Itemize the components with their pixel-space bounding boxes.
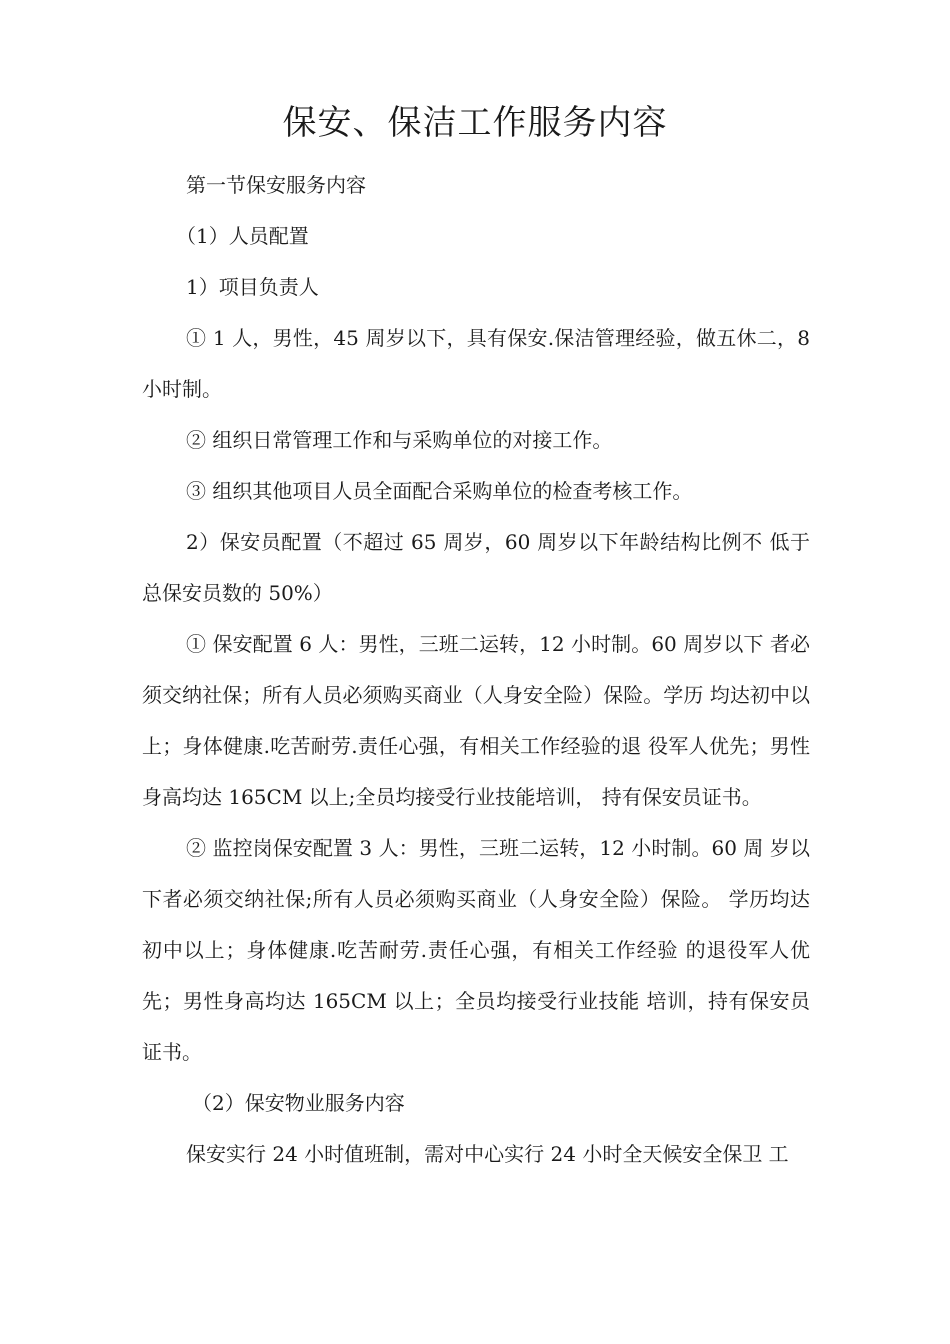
list-item: ② 组织日常管理工作和与采购单位的对接工作。 xyxy=(186,428,613,452)
list-item: ③ 组织其他项目人员全面配合采购单位的检查考核工作。 xyxy=(186,479,693,503)
document-title: 保安、保洁工作服务内容 xyxy=(282,103,668,143)
section-heading: 第一节保安服务内容 xyxy=(186,173,366,197)
list-item: ① 1 人，男性，45 周岁以下，具有保安.保洁管理经验，做五休二，8 小时制。 xyxy=(142,326,810,401)
list-item: ① 保安配置 6 人：男性，三班二运转，12 小时制。60 周岁以下 者必须交纳社保；所有人员必须购买商业（人身安全险）保险。学历 均达初中以上；身体健康.吃苦耐劳.责任心强，有相关工作经验的退 役军人优先；男性身高均达 165CM 以上;全员均接受行业技能培训， 持有保安员证书。 xyxy=(142,632,810,809)
subsection-heading: （1）人员配置 xyxy=(176,224,309,248)
list-item: ② 监控岗保安配置 3 人：男性，三班二运转，12 小时制。60 周 岁以下者必须交纳社保;所有人员必须购买商业（人身安全险）保险。 学历均达初中以上；身体健康.吃苦耐劳.责任心强，有相关工作经验 的退役军人优先；男性身高均达 165CM 以上；全员均接受行业技能 培训，持有保安员证书。 xyxy=(142,836,810,1064)
item-heading: 1）项目负责人 xyxy=(186,275,319,299)
body-paragraph: 保安实行 24 小时值班制，需对中心实行 24 小时全天候安全保卫 工 xyxy=(186,1142,789,1166)
item-heading: 2）保安员配置（不超过 65 周岁，60 周岁以下年龄结构比例不 低于总保安员数的 50%） xyxy=(142,530,810,605)
subsection-heading: （2）保安物业服务内容 xyxy=(192,1091,405,1115)
document-body xyxy=(142,160,810,1180)
